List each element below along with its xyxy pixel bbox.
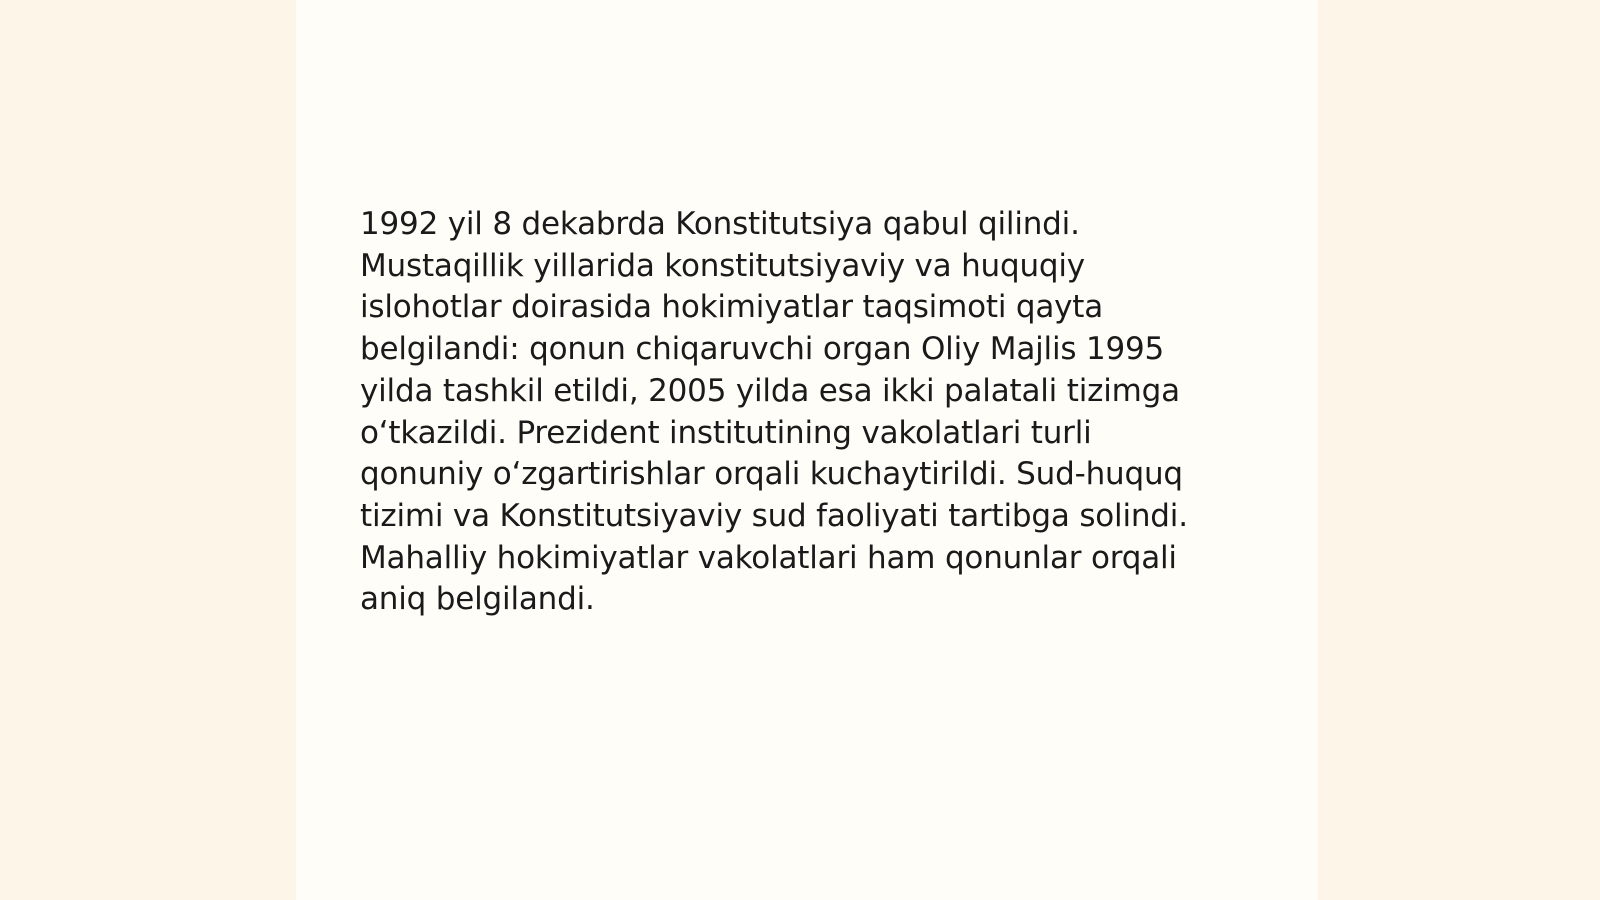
paragraph-line: islohotlar doirasida hokimiyatlar taqsimoti qayta (360, 289, 1104, 326)
paragraph-line: yilda tashkil etildi, 2005 yilda esa ikki palatali tizimga (360, 372, 1180, 409)
paragraph-line: Mustaqillik yillarida konstitutsiyaviy va huquqiy (360, 247, 1085, 284)
paragraph-line: 1992 yil 8 dekabrda Konstitutsiya qabul qilindi. (360, 206, 1080, 242)
body-paragraph (360, 204, 1260, 621)
paragraph-line: belgilandi: qonun chiqaruvchi organ Oliy Majlis 1995 (360, 331, 1165, 368)
paragraph-line: qonuniy oʻzgartirishlar orqali kuchaytirildi. Sud-huquq (360, 456, 1183, 493)
document-page (296, 0, 1318, 900)
paragraph-line: aniq belgilandi. (360, 581, 595, 618)
paragraph-line: tizimi va Konstitutsiyaviy sud faoliyati tartibga solindi. (360, 497, 1188, 534)
paragraph-line: Mahalliy hokimiyatlar vakolatlari ham qonunlar orqali (360, 539, 1177, 576)
paragraph-line: oʻtkazildi. Prezident institutining vakolatlari turli (360, 414, 1092, 451)
